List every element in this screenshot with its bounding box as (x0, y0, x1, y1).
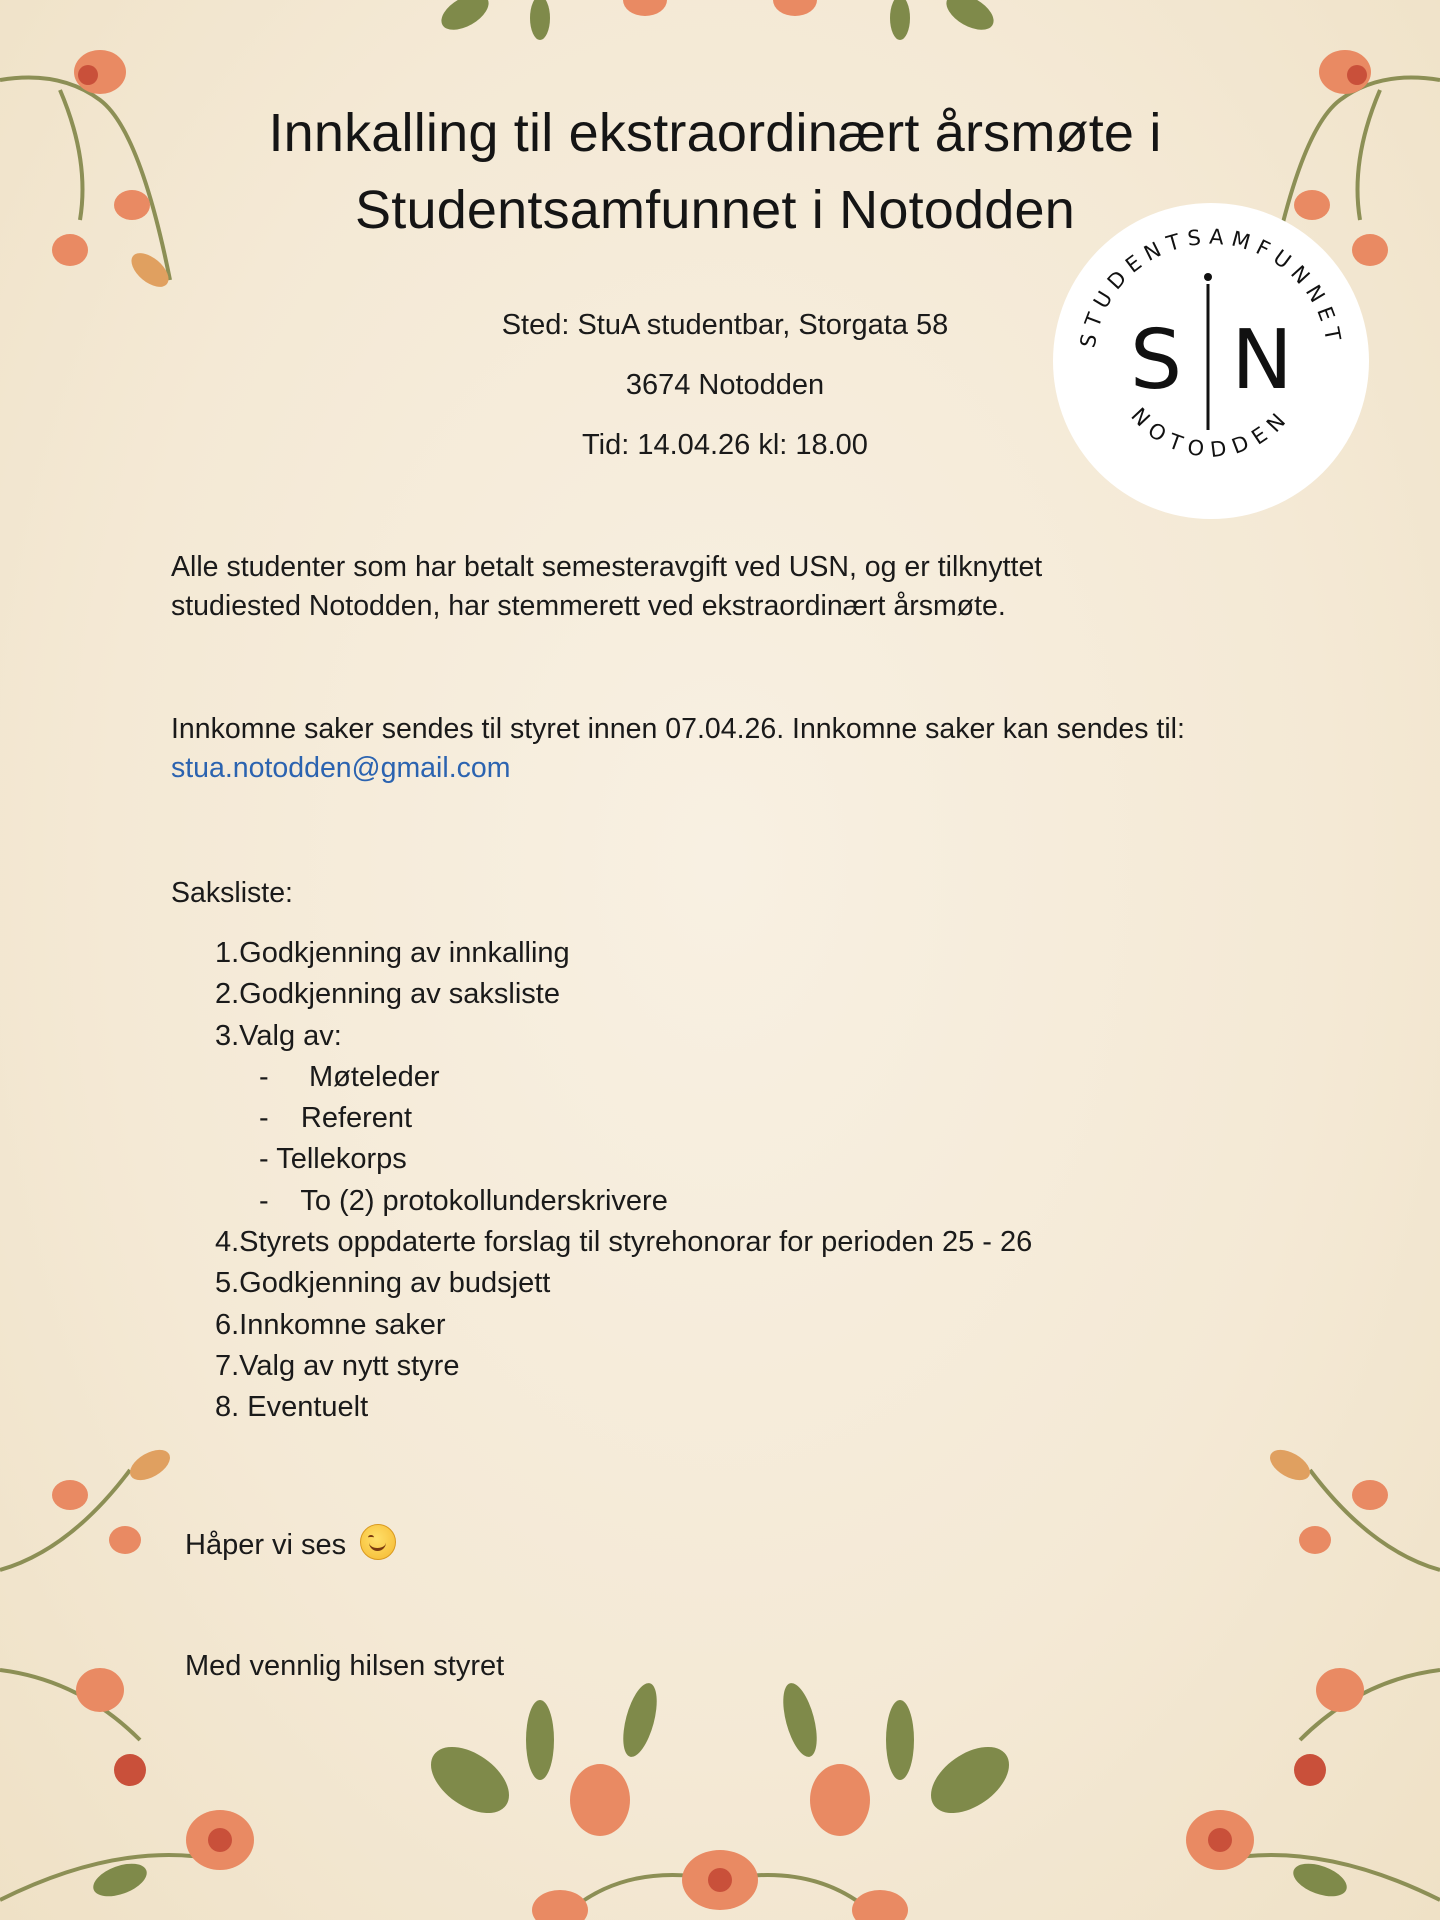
title-line-2: Studentsamfunnet i Notodden (355, 180, 1075, 240)
agenda-item: 4.Styrets oppdaterte forslag til styrehonorar for perioden 25 - 26 (215, 1226, 1033, 1259)
closing-greeting: Håper vi ses (185, 1529, 347, 1561)
agenda-subitem: - Møteleder (259, 1060, 440, 1093)
title-line-1: Innkalling til ekstraordinært årsmøte i (268, 103, 1162, 163)
agenda-list (215, 933, 1032, 1429)
logo-top-text: STUDENTSAMFUNNET (1075, 224, 1347, 350)
agenda-item: 6.Innkomne saker (215, 1308, 446, 1341)
voting-line-2: studiested Notodden, har stemmerett ved ekstraordinært årsmøte. (171, 590, 1006, 622)
smiling-face-icon (360, 1524, 396, 1560)
agenda-item: 7.Valg av nytt styre (215, 1349, 460, 1382)
voting-line-1: Alle studenter som har betalt semesteravgift ved USN, og er tilknyttet (171, 551, 1043, 583)
meeting-postal: 3674 Notodden (625, 369, 825, 401)
agenda-item: 1.Godkjenning av innkalling (215, 937, 570, 969)
submissions-line: Innkomne saker sendes til styret innen 07.04.26. Innkomne saker kan sendes til: (171, 713, 1185, 745)
agenda-subitem: - To (2) protokollunderskrivere (259, 1184, 668, 1217)
logo-letter-n: N (1231, 313, 1293, 408)
agenda-item: 8. Eventuelt (215, 1391, 369, 1424)
closing-signoff: Med vennlig hilsen styret (185, 1650, 505, 1682)
agenda-item: 3.Valg av: (215, 1019, 342, 1052)
voting-rights-text (171, 548, 1321, 626)
agenda-item: 5.Godkjenning av budsjett (215, 1267, 551, 1300)
logo-bottom-text: NOTODDEN (1126, 403, 1296, 463)
agenda-heading: Saksliste: (171, 877, 293, 909)
agenda-subitem: - Referent (259, 1102, 413, 1135)
agenda-subitem: - Tellekorps (259, 1143, 407, 1176)
email-link[interactable]: stua.notodden@gmail.com (171, 752, 511, 784)
logo-letter-s: S (1129, 313, 1183, 408)
meeting-place: Sted: StuA studentbar, Storgata 58 (501, 309, 949, 341)
closing-greeting-row (185, 1524, 396, 1563)
studentsamfunnet-logo (1052, 202, 1370, 520)
submissions-text (171, 710, 1321, 788)
agenda-item: 2.Godkjenning av saksliste (215, 978, 560, 1011)
meeting-time: Tid: 14.04.26 kl: 18.00 (582, 429, 868, 461)
